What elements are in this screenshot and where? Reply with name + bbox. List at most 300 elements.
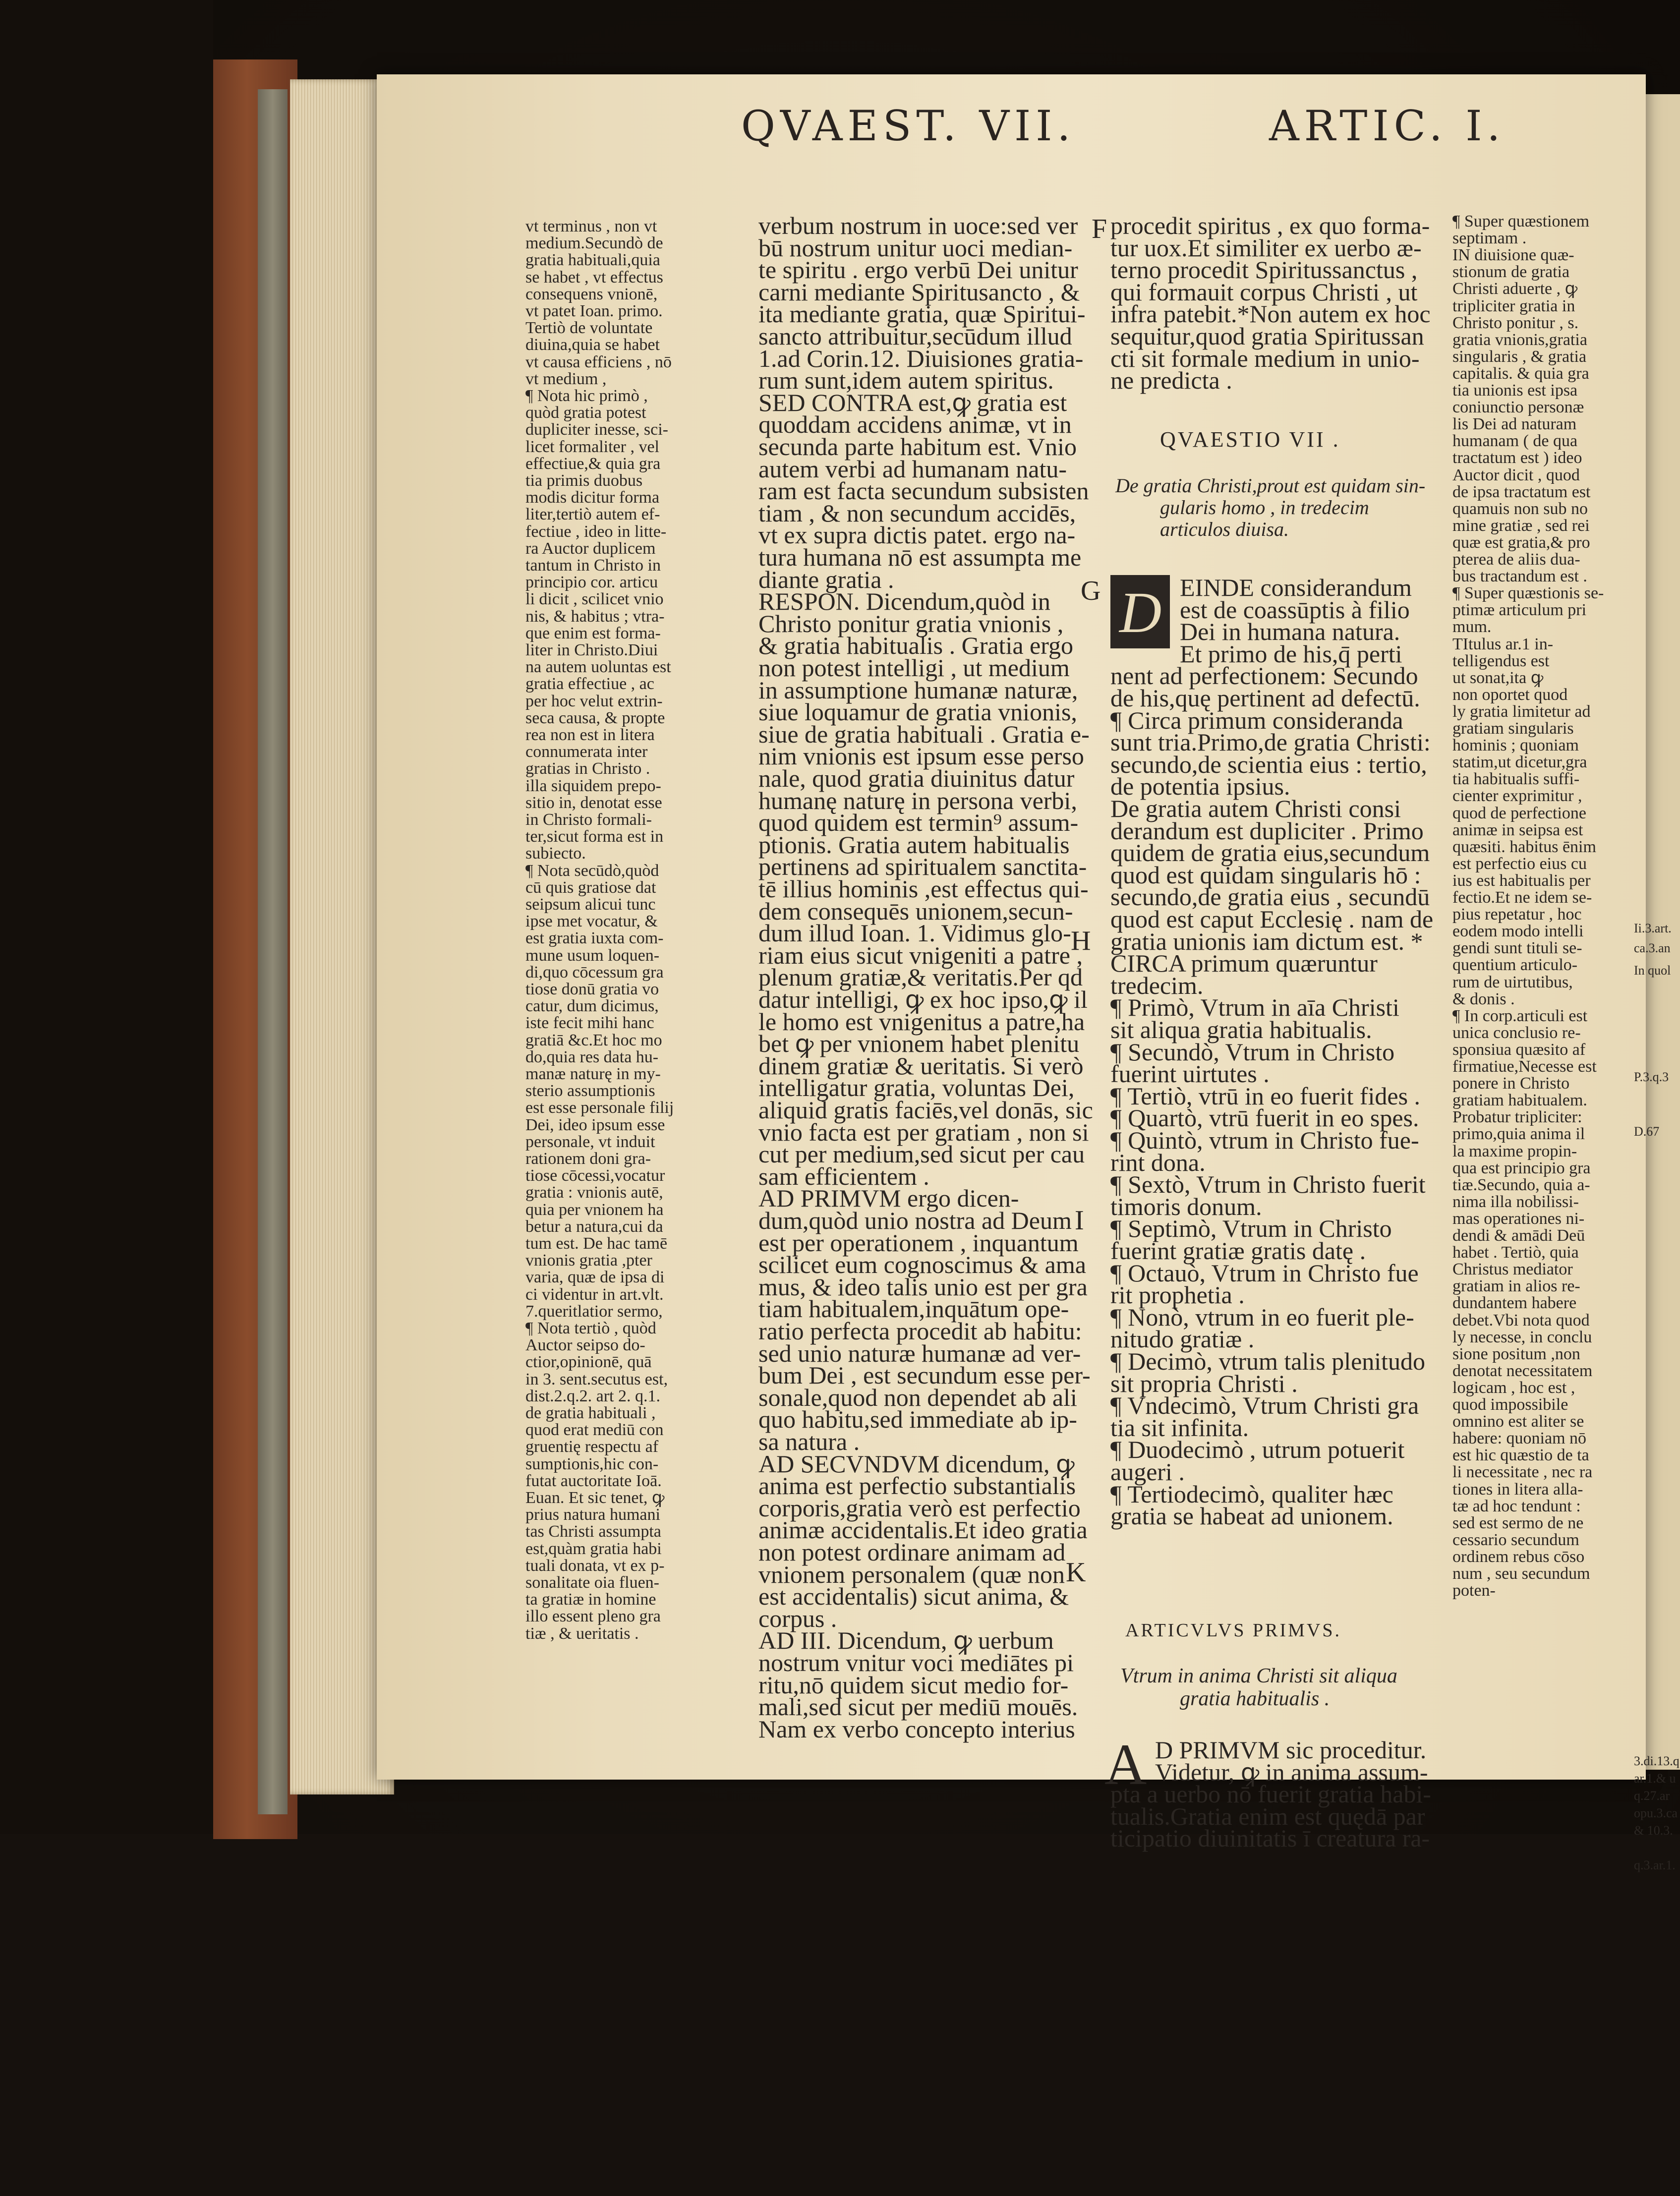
text-line: RESPON. Dicendum,quòd in	[758, 587, 1050, 616]
text-line: tiam , & non secundum accidēs,	[758, 499, 1076, 527]
text-line: pta a uerbo nō fuerit gratia habi-	[1110, 1780, 1431, 1808]
text-line: ne predicta .	[1110, 366, 1232, 395]
facing-page-note: Ii.3.art.	[1634, 921, 1672, 935]
margin-note-line: 7.queritlatior sermo,	[525, 1302, 663, 1321]
text-line: ritu,nō quidem sicut medio for-	[758, 1671, 1069, 1699]
articulus-heading: ARTICVLVS PRIMVS.	[1125, 1620, 1341, 1641]
text-line: secunda parte habitum est. Vnio	[758, 433, 1077, 461]
text-line: est per operationem , inquantum	[758, 1228, 1079, 1257]
text-line: dum illud Ioan. 1. Vidimus glo-	[758, 919, 1071, 947]
margin-note-line: est perfectio eius cu	[1452, 854, 1587, 873]
margin-note-line: gratiā &c.Et hoc mo	[525, 1031, 662, 1049]
margin-note-line: stionum de gratia	[1452, 263, 1570, 282]
margin-note-line: ¶ Super quæstionis se-	[1452, 584, 1604, 603]
text-line: AD III. Dicendum, ꝙ uerbum	[758, 1626, 1054, 1655]
margin-note-line: est,quàm gratia habi	[525, 1539, 662, 1558]
margin-note-line: animæ in seipsa est	[1452, 820, 1583, 839]
margin-note-line: gendi sunt tituli se-	[1452, 939, 1582, 958]
text-line: ratio perfecta procedit ab habitu:	[758, 1317, 1082, 1345]
margin-note-line: tiose cōcessi,vocatur	[525, 1166, 665, 1185]
margin-note-line: medium.Secundò de	[525, 234, 663, 253]
margin-note-line: tia habitualis suffi-	[1452, 770, 1580, 789]
running-head-right: ARTIC. I.	[1269, 102, 1506, 150]
text-line: Videtur, ꝙ in anima assum-	[1155, 1758, 1428, 1786]
quaestio-subtitle: gularis homo , in tredecim	[1160, 496, 1369, 519]
margin-note-line: se habet , vt effectus	[525, 268, 663, 287]
text-line: dinem gratiæ & ueritatis. Si verò	[758, 1051, 1084, 1080]
margin-note-line: ter,sicut forma est in	[525, 827, 664, 846]
margin-note-line: ci videntur in art.vlt.	[525, 1285, 664, 1304]
text-line: fuerint uirtutes .	[1110, 1060, 1270, 1088]
margin-note-line: seca causa, & propte	[525, 708, 665, 727]
text-line: quod est caput Ecclesię . nam de	[1110, 905, 1434, 933]
margin-note-line: li dicit , scilicet vnio	[525, 590, 664, 609]
margin-note-line: ipse met vocatur, &	[525, 912, 658, 931]
text-line: ram est facta secundum subsisten	[758, 477, 1089, 505]
margin-note-line: tia unionis est ipsa	[1452, 381, 1578, 400]
text-line: tredecim.	[1110, 971, 1204, 999]
margin-note-line: quia per vnionem ha	[525, 1200, 664, 1219]
text-line: D PRIMVM sic proceditur.	[1155, 1736, 1427, 1764]
margin-note-line: TItulus ar.1 in-	[1452, 635, 1554, 653]
facing-page-note: D.67	[1634, 1124, 1660, 1139]
facing-page-note: P.3.q.3	[1634, 1070, 1669, 1084]
text-line: dem consequēs unionem,secun-	[758, 897, 1073, 925]
margin-note-line: vt medium ,	[525, 369, 607, 388]
text-line: rit prophetia .	[1110, 1281, 1245, 1309]
facing-page-note: In quol	[1634, 963, 1671, 978]
articulus-subtitle: Vtrum in anima Christi sit aliqua	[1120, 1665, 1397, 1687]
margin-note-line: ptimæ articulum pri	[1452, 601, 1587, 620]
margin-note-line: Christo ponitur , s.	[1452, 313, 1579, 332]
text-line: autem verbi ad humanam natu-	[758, 455, 1067, 483]
text-line: ¶ Vndecimò, Vtrum Christi gra	[1110, 1391, 1419, 1420]
text-line: nim vnionis est ipsum esse perso	[758, 742, 1084, 770]
text-line: sam efficientem .	[758, 1162, 929, 1190]
margin-note-line: Christi aduerte , ꝙ	[1452, 280, 1578, 298]
margin-note-line: omnino est aliter se	[1452, 1412, 1584, 1431]
text-line: bum Dei , est secundum esse per-	[758, 1361, 1091, 1389]
margin-note-line: cessario secundum	[1452, 1530, 1579, 1549]
margin-note-line: gratiam singularis	[1452, 719, 1574, 738]
text-line: Et primo de his,q̄ perti	[1180, 639, 1402, 668]
margin-note-line: non oportet quod	[1452, 685, 1568, 704]
section-letter-f: F	[1092, 214, 1107, 244]
margin-note-line: li necessitate , nec ra	[1452, 1463, 1593, 1482]
text-line: nitudo gratiæ .	[1110, 1325, 1255, 1353]
margin-note-line: do,quia res data hu-	[525, 1047, 659, 1066]
section-letter-i: I	[1075, 1205, 1084, 1236]
margin-note-line: personale, vt induit	[525, 1132, 655, 1151]
margin-note-line: ly necesse, in conclu	[1452, 1328, 1592, 1346]
margin-note-line: ra Auctor duplicem	[525, 539, 656, 558]
margin-note-line: mum.	[1452, 618, 1492, 636]
margin-note-line: sterio assumptionis	[525, 1082, 655, 1100]
text-line: fuerint gratiæ gratis datę .	[1110, 1237, 1366, 1265]
text-line: quod quidem est termin⁹ assum-	[758, 809, 1079, 837]
text-line: quod est quidam singularis hō :	[1110, 861, 1421, 889]
initial-a: A	[1104, 1732, 1147, 1797]
quaestio-heading: QVAESTIO VII .	[1160, 427, 1340, 452]
margin-note-line: Euan. Et sic tenet, ꝙ	[525, 1489, 665, 1507]
section-letter-k: K	[1066, 1557, 1086, 1588]
margin-note-line: quæ est gratia,& pro	[1452, 533, 1590, 552]
margin-note-line: in 3. sent.secutus est,	[525, 1370, 668, 1388]
articulus-subtitle: gratia habitualis .	[1180, 1687, 1330, 1710]
margin-note-line: nis, & habitus ; vtra-	[525, 607, 665, 626]
text-line: tualis.Gratia enim est quędā par	[1110, 1802, 1425, 1830]
text-line: De gratia autem Christi consi	[1110, 795, 1401, 822]
section-letter-h: H	[1071, 925, 1091, 956]
margin-note-line: eodem modo intelli	[1452, 922, 1584, 941]
margin-note-line: habet . Tertiò, quia	[1452, 1243, 1579, 1262]
margin-note-line: nima illa nobilissi-	[1452, 1192, 1579, 1211]
text-line: mali,sed sicut per mediū mouēs.	[758, 1693, 1078, 1721]
text-line: te spiritu . ergo verbū Dei unitur	[758, 256, 1078, 284]
text-line: animæ accidentalis.Et ideo gratia	[758, 1516, 1088, 1544]
text-line: SED CONTRA est,ꝙ gratia est	[758, 388, 1067, 416]
margin-note-line: gratiam habitualem.	[1452, 1091, 1587, 1110]
text-line: ita mediante gratia, quæ Spiritui-	[758, 300, 1086, 328]
text-line: rum sunt,idem autem spiritus.	[758, 366, 1054, 395]
margin-note-line: la maxime propin-	[1452, 1142, 1577, 1160]
text-line: sit propria Christi .	[1110, 1369, 1298, 1397]
text-line: 1.ad Corin.12. Diuisiones gratia-	[758, 344, 1084, 372]
text-line: sunt tria.Primo,de gratia Christi:	[1110, 728, 1431, 756]
text-line: gratia unionis iam dictum est. *	[1110, 927, 1423, 955]
margin-note-line: licet formaliter , vel	[525, 437, 659, 456]
text-line: & gratia habitualis . Gratia ergo	[758, 632, 1073, 660]
margin-note-line: liter,tertiò autem ef-	[525, 505, 660, 524]
margin-note-line: de gratia habituali ,	[525, 1404, 656, 1422]
margin-note-line: illo essent pleno gra	[525, 1607, 661, 1626]
margin-note-line: vt patet Ioan. primo.	[525, 302, 663, 320]
running-head-left: QVAEST. VII.	[741, 102, 1076, 150]
text-line: diante gratia .	[758, 565, 894, 593]
margin-note-line: lis Dei ad naturam	[1452, 415, 1577, 434]
text-line: ¶ Quintò, vtrum in Christo fue-	[1110, 1126, 1419, 1154]
text-line: aliquid gratis faciēs,vel donās, sic	[758, 1096, 1093, 1124]
margin-note-line: ponere in Christo	[1452, 1074, 1570, 1093]
quaestio-subtitle: articulos diuisa.	[1160, 518, 1289, 540]
margin-note-line: vt terminus , non vt	[525, 217, 657, 235]
margin-note-line: est esse personale filij	[525, 1098, 674, 1117]
book-spine-cloth	[258, 89, 288, 1814]
section-letter-g: G	[1081, 576, 1101, 606]
margin-note-line: dupliciter inesse, sci-	[525, 420, 668, 439]
text-line: plenum gratiæ,& veritatis.Per qd	[758, 963, 1083, 991]
margin-note-line: sonalitate oia fluen-	[525, 1573, 660, 1592]
margin-note-line: que enim est forma-	[525, 624, 661, 642]
decorated-initial-d: D	[1110, 575, 1170, 648]
margin-note-line: sione positum ,non	[1452, 1344, 1580, 1363]
text-line: siue de gratia habituali . Gratia e-	[758, 720, 1090, 748]
text-line: in assumptione humanæ naturæ,	[758, 676, 1078, 704]
margin-note-line: num , seu secundum	[1452, 1564, 1590, 1583]
margin-note-line: tripliciter gratia in	[1452, 296, 1575, 315]
margin-note-line: tiæ.Secundo, quia a-	[1452, 1175, 1590, 1194]
text-line: sancto attribuitur,secūdum illud	[758, 322, 1072, 350]
margin-note-line: quod erat mediū con	[525, 1421, 664, 1440]
text-line: AD SECVNDVM dicendum, ꝙ	[758, 1449, 1075, 1478]
text-line: CIRCA primum quæruntur	[1110, 949, 1378, 978]
margin-note-line: ¶ Nota secūdò,quòd	[525, 861, 659, 880]
margin-note-line: rum de uirtutibus,	[1452, 973, 1573, 991]
text-line: nale, quod gratia diuinitus datur	[758, 764, 1075, 792]
margin-note-line: quentium articulo-	[1452, 956, 1578, 975]
margin-note-line: sponsiua quæsito af	[1452, 1040, 1586, 1059]
margin-note-line: manæ naturę in my-	[525, 1065, 661, 1083]
margin-note-line: quamuis non sub no	[1452, 499, 1588, 518]
margin-note-line: gratia habituali,quia	[525, 251, 660, 270]
margin-note-line: Tertiò de voluntate	[525, 319, 653, 338]
margin-note-line: habere: quoniam nō	[1452, 1429, 1587, 1448]
text-line: rint dona.	[1110, 1148, 1206, 1176]
margin-note-line: est hic quæstio de ta	[1452, 1446, 1589, 1465]
text-line: secundo,de scientia eius : tertio,	[1110, 750, 1427, 778]
text-line: cti sit formale medium in unio-	[1110, 344, 1420, 372]
margin-note-line: rationem doni gra-	[525, 1150, 651, 1168]
margin-note-line: ly gratia limitetur ad	[1452, 702, 1591, 721]
margin-note-line: mune usum loquen-	[525, 946, 660, 965]
text-line: gratia se habeat ad unionem.	[1110, 1502, 1393, 1530]
margin-note-line: vt causa efficiens , nō	[525, 352, 672, 371]
margin-note-line: pterea de aliis dua-	[1452, 550, 1580, 569]
margin-note-line: tiones in litera alla-	[1452, 1480, 1583, 1499]
margin-note-line: firmatiue,Necesse est	[1452, 1057, 1597, 1076]
margin-note-line: catur, dum dicimus,	[525, 997, 659, 1016]
margin-note-line: tæ ad hoc tendunt :	[1452, 1497, 1581, 1515]
text-line: mus, & ideo talis unio est per gra	[758, 1272, 1088, 1301]
text-line: vnio facta est per gratiam , non si	[758, 1118, 1089, 1146]
margin-note-line: gruentię respectu af	[525, 1438, 659, 1456]
text-line: cut per medium,sed sicut per cau	[758, 1140, 1085, 1168]
margin-note-line: sitio in, denotat esse	[525, 793, 662, 812]
margin-note-line: ctior,opinionē, quā	[525, 1353, 652, 1372]
text-line: ptionis. Gratia autem habitualis	[758, 830, 1070, 859]
text-line: secundo,de gratia eius , secundū	[1110, 883, 1430, 911]
margin-note-line: ta gratiæ in homine	[525, 1590, 656, 1609]
text-line: datur intelligi, ꝙ ex hoc ipso,ꝙ il	[758, 985, 1088, 1013]
margin-note-line: tractatum est ) ideo	[1452, 449, 1582, 467]
margin-note-line: liter in Christo.Diui	[525, 641, 658, 659]
margin-note-line: betur a natura,cui da	[525, 1217, 663, 1236]
margin-note-line: & donis .	[1452, 989, 1515, 1008]
quaestio-subtitle: De gratia Christi,prout est quidam sin-	[1115, 474, 1426, 497]
text-line: quidem de gratia eius,secundum	[1110, 839, 1430, 867]
margin-note-line: hominis ; quoniam	[1452, 736, 1579, 755]
margin-note-line: diuina,quia se habet	[525, 336, 660, 354]
text-line: tur uox.Et similiter ex uerbo æ-	[1110, 233, 1422, 262]
margin-note-line: tiose donū gratia vo	[525, 980, 659, 998]
margin-note-line: singularis , & gratia	[1452, 347, 1587, 366]
text-line: de potentia ipsius.	[1110, 772, 1290, 801]
text-line: vt ex supra dictis patet. ergo na-	[758, 521, 1076, 549]
text-line: non potest intelligi , ut medium	[758, 654, 1070, 682]
text-line: sit aliqua gratia habitualis.	[1110, 1016, 1372, 1043]
margin-note-line: seipsum alicui tunc	[525, 895, 656, 914]
margin-note-line: coniunctio personæ	[1452, 398, 1584, 417]
margin-note-line: humanam ( de qua	[1452, 432, 1578, 451]
margin-note-line: gratia vnionis,gratia	[1452, 330, 1587, 349]
text-line: riam eius sicut vnigeniti a patre ,	[758, 941, 1083, 969]
text-line: anima est perfectio substantialis	[758, 1472, 1076, 1500]
text-line: derandum est dupliciter . Primo	[1110, 816, 1424, 845]
facing-page-note: q.3.ar.1.	[1634, 1858, 1676, 1872]
text-line: ¶ Quartò, vtrū fuerit in eo spes.	[1110, 1104, 1419, 1132]
margin-note-line: septimam .	[1452, 229, 1527, 248]
text-line: Nam ex verbo concepto interius	[758, 1715, 1075, 1743]
margin-note-line: ¶ Nota hic primò ,	[525, 387, 648, 405]
text-line: corporis,gratia verò est perfectio	[758, 1494, 1081, 1522]
facing-page-note: ca.3.an	[1634, 941, 1671, 955]
margin-note-line: logicam , hoc est ,	[1452, 1378, 1575, 1397]
text-line: ¶ Primò, Vtrum in aīa Christi	[1110, 993, 1399, 1022]
margin-note-line: capitalis. & quia gra	[1452, 364, 1589, 383]
margin-note-line: poten-	[1452, 1581, 1496, 1600]
margin-note-line: IN diuisione quæ-	[1452, 246, 1574, 265]
text-line: pertinens ad spiritualem sanctita-	[758, 853, 1087, 881]
margin-note-line: tuali donata, vt ex p-	[525, 1556, 665, 1575]
margin-note-line: primo,quia anima il	[1452, 1125, 1585, 1144]
facing-page-note: & 10.3.	[1634, 1823, 1673, 1838]
text-line: procedit spiritus , ex quo forma-	[1110, 212, 1430, 239]
margin-note-line: quòd gratia potest	[525, 404, 646, 422]
text-line: quo habitu,sed immediate ab ip-	[758, 1405, 1077, 1434]
margin-note-line: quod impossibile	[1452, 1395, 1568, 1414]
text-line: est accidentalis) sicut anima, &	[758, 1582, 1069, 1611]
margin-note-line: di,quo cōcessum gra	[525, 963, 664, 982]
text-line: quoddam accidens animæ, vt in	[758, 410, 1072, 439]
facing-page-note: 3.di.13.q	[1634, 1754, 1680, 1768]
margin-note-line: subiecto.	[525, 844, 586, 863]
text-line: sed unio naturæ humanæ ad ver-	[758, 1339, 1081, 1367]
text-line: ¶ Secundò, Vtrum in Christo	[1110, 1038, 1395, 1066]
text-line: ¶ Nonò, vtrum in eo fuerit ple-	[1110, 1303, 1414, 1331]
margin-note-line: ¶ Super quæstionem	[1452, 212, 1590, 231]
text-line: ¶ Tertiodecimò, qualiter hæc	[1110, 1480, 1393, 1508]
facing-page-note: q.27.ar	[1634, 1789, 1670, 1803]
margin-note-line: futat auctoritate Ioā.	[525, 1471, 662, 1490]
margin-note-line: consequens vnionē,	[525, 285, 658, 303]
background-bottom	[0, 1834, 1680, 2196]
margin-note-line: principio cor. articu	[525, 573, 658, 592]
margin-note-line: debet.Vbi nota quod	[1452, 1311, 1590, 1329]
margin-note-line: ut sonat,ita ꝙ	[1452, 668, 1544, 687]
margin-note-line: tia primis duobus	[525, 471, 643, 490]
margin-note-line: ¶ In corp.articuli est	[1452, 1006, 1588, 1025]
margin-note-line: Probatur tripliciter:	[1452, 1108, 1582, 1127]
text-line: le homo est vnigenitus a patre,ha	[758, 1007, 1085, 1036]
text-line: humanę naturę in persona verbi,	[758, 786, 1077, 814]
margin-note-line: cū quis gratiose dat	[525, 878, 656, 897]
margin-note-line: prius natura humani	[525, 1505, 660, 1524]
margin-note-line: tiæ , & ueritatis .	[525, 1624, 639, 1643]
text-line: infra patebit.*Non autem ex hoc	[1110, 300, 1431, 328]
text-line: sequitur,quod gratia Spiritussan	[1110, 322, 1424, 350]
text-line: non potest ordinare animam ad	[758, 1538, 1066, 1566]
margin-note-line: gratiam in alios re-	[1452, 1277, 1580, 1296]
margin-note-line: rea non est in litera	[525, 726, 655, 744]
text-line: siue loquamur de gratia vnionis,	[758, 698, 1077, 726]
margin-note-line: Dei, ideo ipsum esse	[525, 1115, 665, 1134]
margin-note-line: per hoc velut extrin-	[525, 692, 663, 710]
margin-note-line: ius est habitualis per	[1452, 871, 1591, 890]
margin-note-line: pius repetatur , hoc	[1452, 905, 1582, 924]
margin-note-line: tas Christi assumpta	[525, 1522, 661, 1541]
margin-note-line: fectiue , ideo in litte-	[525, 522, 667, 541]
text-line: nostrum vnitur voci mediātes pi	[758, 1649, 1074, 1676]
text-line: ¶ Decimò, vtrum talis plenitudo	[1110, 1347, 1426, 1375]
facing-page-note: opu.3.ca	[1634, 1806, 1678, 1820]
margin-note-line: est gratia iuxta com-	[525, 929, 664, 948]
text-line: tia sit infinita.	[1110, 1413, 1249, 1442]
margin-note-line: telligendus est	[1452, 651, 1550, 670]
text-line: scilicet eum cognoscimus & ama	[758, 1251, 1086, 1279]
margin-note-line: mas operationes ni-	[1452, 1209, 1585, 1228]
margin-note-line: sumptionis,hic con-	[525, 1454, 659, 1473]
text-line: carni mediante Spiritusancto , &	[758, 278, 1080, 306]
text-line: ¶ Sextò, Vtrum in Christo fuerit	[1110, 1170, 1426, 1199]
text-line: est de coassūptis à filio	[1180, 595, 1410, 624]
margin-note-line: dendi & amādi Deū	[1452, 1226, 1585, 1245]
text-line: qui formauit corpus Christi , ut	[1110, 278, 1418, 306]
margin-note-line: ¶ Nota tertiò , quòd	[525, 1319, 656, 1337]
margin-note-line: dist.2.q.2. art 2. q.1.	[525, 1387, 660, 1405]
margin-note-line: unica conclusio re-	[1452, 1023, 1581, 1042]
margin-note-line: quæsiti. habitus ēnim	[1452, 837, 1596, 856]
margin-note-line: qua est principio gra	[1452, 1158, 1591, 1177]
margin-note-line: bus tractandum est .	[1452, 567, 1587, 586]
margin-note-line: gratia : vnionis autē,	[525, 1183, 663, 1202]
margin-note-line: vnionis gratia ,pter	[525, 1251, 652, 1270]
margin-note-line: dundantem habere	[1452, 1294, 1577, 1313]
text-line: tiam habitualem,inquātum ope-	[758, 1295, 1069, 1323]
margin-note-line: connumerata inter	[525, 743, 648, 761]
text-line: de his,quę pertinent ad defectū.	[1110, 684, 1420, 712]
text-line: timoris donum.	[1110, 1192, 1262, 1220]
margin-note-line: in Christo formali-	[525, 810, 652, 829]
margin-note-line: tantum in Christo in	[525, 556, 661, 575]
margin-note-line: denotat necessitatem	[1452, 1361, 1593, 1380]
facing-page-note: ar.1.& u	[1634, 1771, 1676, 1786]
margin-note-line: illa siquidem prepo-	[525, 776, 661, 795]
text-line: augeri .	[1110, 1458, 1185, 1486]
text-line: sonale,quod non dependet ab ali	[758, 1383, 1077, 1411]
margin-note-line: de ipsa tractatum est	[1452, 482, 1591, 501]
margin-note-line: Auctor dicit , quod	[1452, 465, 1580, 484]
text-line: verbum nostrum in uoce:sed ver	[758, 212, 1078, 239]
margin-note-line: cienter exprimitur ,	[1452, 787, 1582, 806]
text-line: ¶ Tertiò, vtrū in eo fuerit fides .	[1110, 1082, 1421, 1110]
margin-note-line: ordinem rebus cōso	[1452, 1547, 1585, 1566]
margin-note-line: gratia effectiue , ac	[525, 675, 654, 693]
margin-note-line: gratias in Christo .	[525, 759, 650, 778]
text-line: Dei in humana natura.	[1180, 618, 1400, 646]
text-line: vnionem personalem (quæ non	[758, 1560, 1065, 1588]
text-line: ¶ Circa primum consideranda	[1110, 706, 1403, 734]
margin-note-line: quod de perfectione	[1452, 804, 1586, 822]
margin-note-line: tum est. De hac tamē	[525, 1234, 668, 1253]
margin-note-line: mine gratiæ , sed rei	[1452, 516, 1590, 535]
text-line: intelligatur gratia, voluntas Dei,	[758, 1074, 1075, 1102]
text-line: ¶ Octauò, Vtrum in Christo fue	[1110, 1259, 1419, 1287]
text-line: tē illius hominis ,est effectus qui-	[758, 875, 1089, 903]
text-line: bū nostrum unitur uoci median-	[758, 233, 1073, 262]
text-line: tura humana nō est assumpta me	[758, 543, 1082, 571]
margin-note-line: na autem uoluntas est	[525, 658, 671, 677]
text-line: bet ꝙ per vnionem habet plenitu	[758, 1030, 1080, 1058]
